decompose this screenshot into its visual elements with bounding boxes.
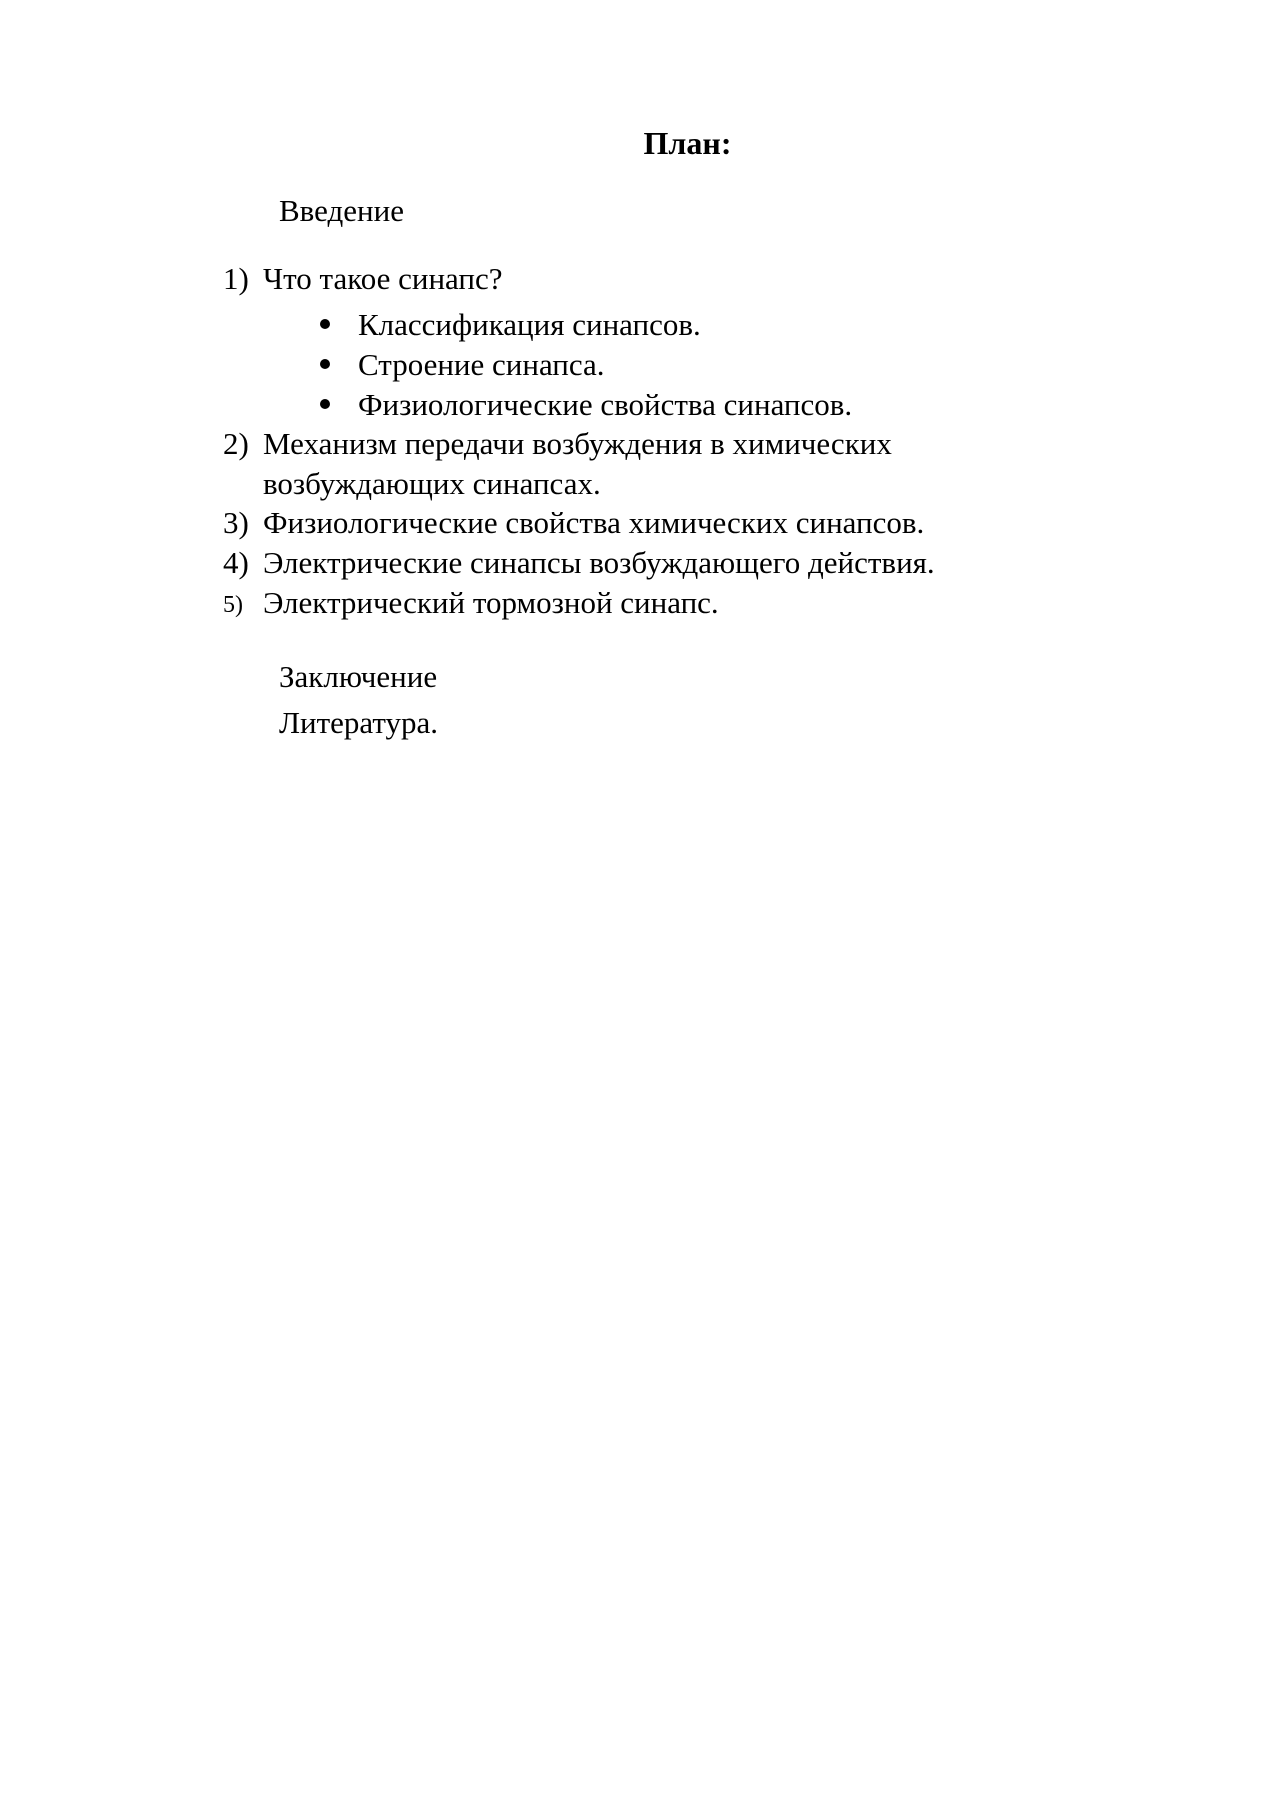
page-title: План: bbox=[643, 125, 732, 161]
bullet-icon bbox=[320, 319, 330, 329]
sub-list-item: Строение синапса. bbox=[358, 347, 605, 382]
list-item-text-continuation: возбуждающих синапсах. bbox=[263, 466, 601, 501]
list-item-text: Что такое синапс? bbox=[263, 261, 503, 296]
list-item-text: Электрический тормозной синапс. bbox=[263, 585, 719, 620]
literature-heading: Литература. bbox=[279, 705, 439, 740]
list-item-number: 4) bbox=[223, 545, 249, 580]
list-item-number: 2) bbox=[223, 426, 249, 461]
list-item-text: Механизм передачи возбуждения в химических bbox=[263, 426, 892, 461]
conclusion-heading: Заключение bbox=[279, 659, 438, 694]
sub-list-item: Классификация синапсов. bbox=[358, 307, 701, 342]
sub-list-item: Физиологические свойства синапсов. bbox=[358, 387, 853, 422]
list-item-number: 1) bbox=[223, 261, 249, 296]
bullet-icon bbox=[320, 399, 330, 409]
list-item-number: 3) bbox=[223, 505, 249, 540]
list-item-text: Физиологические свойства химических синапсов. bbox=[263, 505, 925, 540]
bullet-icon bbox=[320, 359, 330, 369]
list-item-text: Электрические синапсы возбуждающего действия. bbox=[263, 545, 935, 580]
intro-heading: Введение bbox=[279, 193, 404, 228]
list-item-number: 5) bbox=[223, 592, 243, 618]
